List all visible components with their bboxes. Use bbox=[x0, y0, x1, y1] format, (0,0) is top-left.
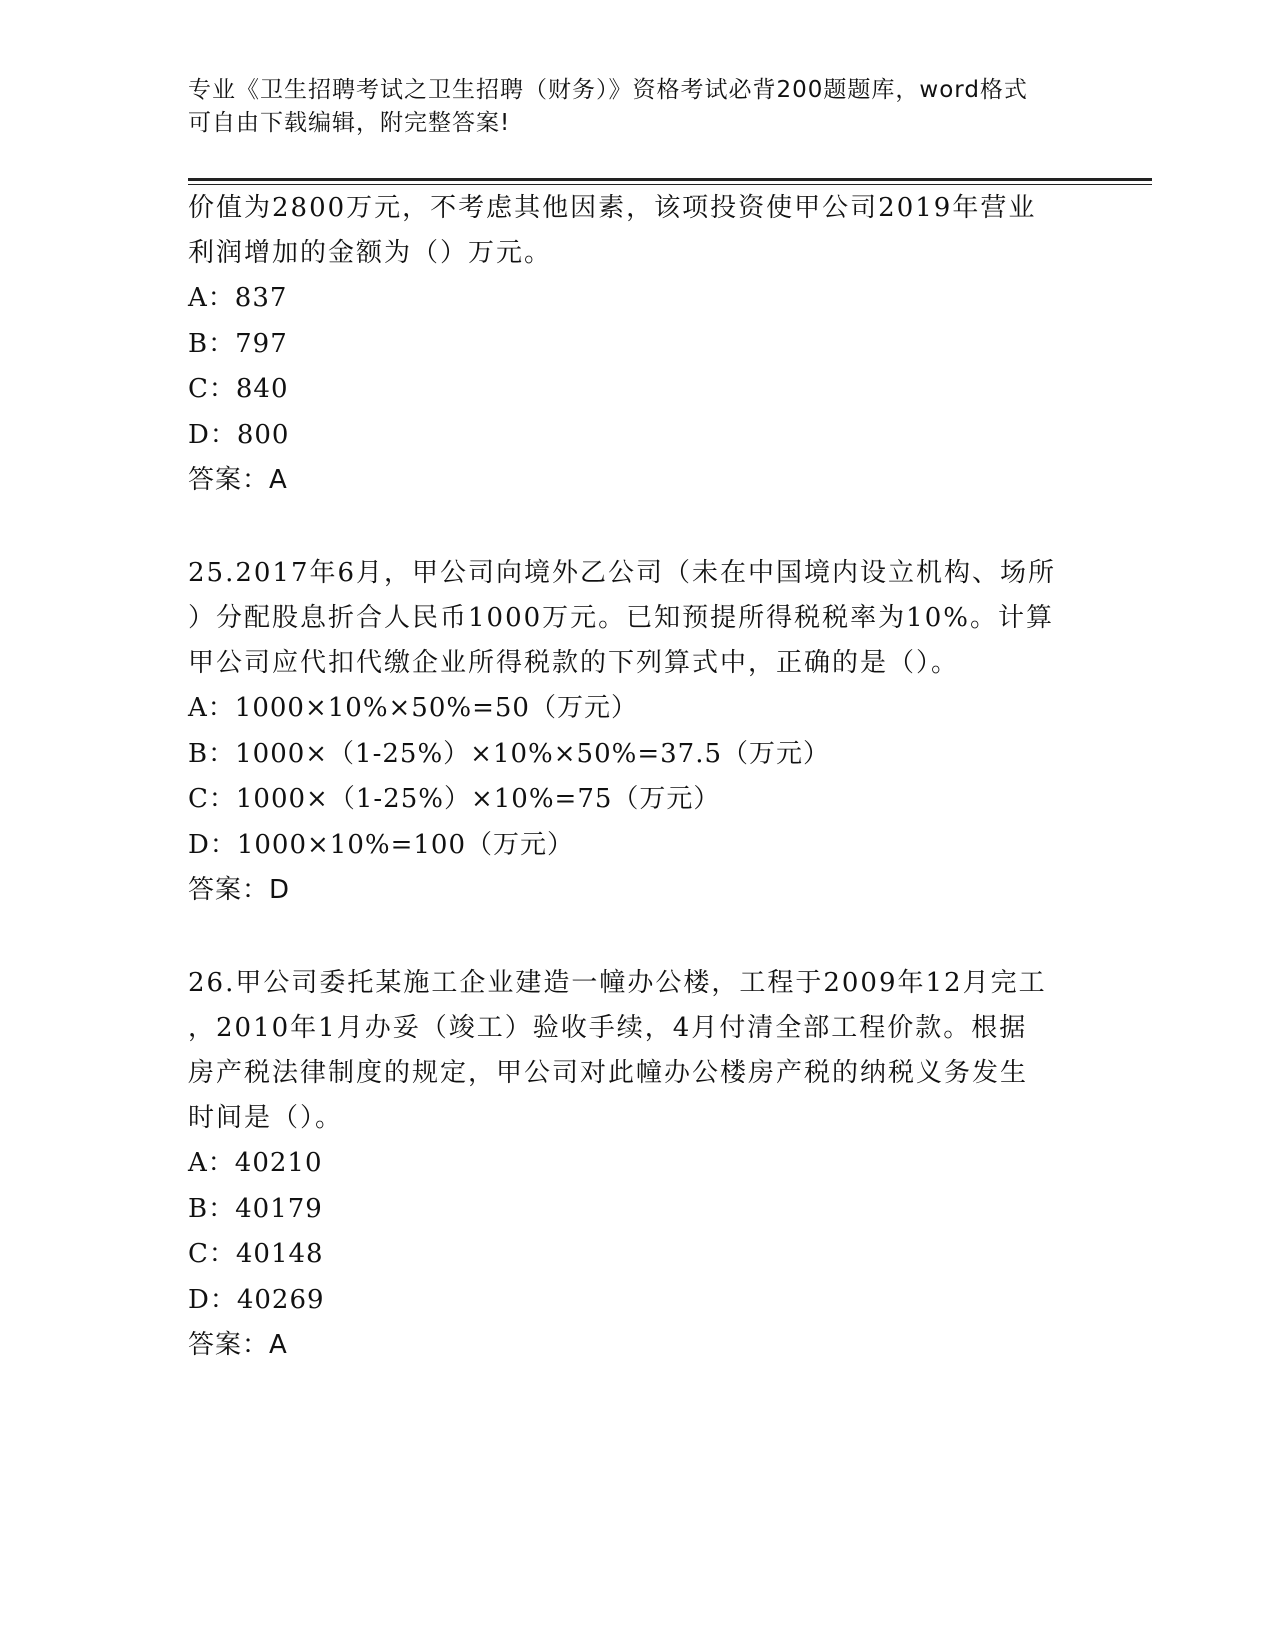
option-c: C：1000×（1-25%）×10%=75（万元） bbox=[188, 784, 721, 814]
option-b: B：797 bbox=[188, 328, 288, 359]
header-divider-thin bbox=[188, 184, 1152, 185]
option-b: B：40179 bbox=[188, 1193, 323, 1224]
question-text-line: 甲公司应代扣代缴企业所得税款的下列算式中，正确的是（）。 bbox=[188, 648, 960, 678]
spacer bbox=[188, 913, 1088, 961]
question-25 bbox=[188, 551, 1088, 913]
question-text-line: 房产税法律制度的规定，甲公司对此幢办公楼房产税的纳税义务发生 bbox=[188, 1058, 1029, 1088]
header-divider-thick bbox=[188, 178, 1152, 181]
answer-text: 答案：D bbox=[188, 875, 291, 905]
option-a: A：40210 bbox=[188, 1148, 323, 1178]
option-c: C：840 bbox=[188, 374, 289, 404]
option-d: D：800 bbox=[188, 419, 290, 450]
document-body bbox=[188, 186, 1088, 1368]
question-text-line: 利润增加的金额为（）万元。 bbox=[188, 238, 553, 268]
option-a: A：1000×10%×50%=50（万元） bbox=[188, 693, 638, 723]
option-b: B：1000×（1-25%）×10%×50%=37.5（万元） bbox=[188, 738, 831, 769]
option-c: C：40148 bbox=[188, 1239, 324, 1269]
question-24 bbox=[188, 186, 1088, 503]
question-text-line: 时间是（）。 bbox=[188, 1103, 344, 1133]
spacer bbox=[188, 503, 1088, 551]
option-d: D：1000×10%=100（万元） bbox=[188, 829, 574, 860]
option-d: D：40269 bbox=[188, 1284, 325, 1315]
question-text-line: ，2010年1月办妥（竣工）验收手续，4月付清全部工程价款。根据 bbox=[188, 1013, 1028, 1043]
option-a: A：837 bbox=[188, 283, 288, 313]
document-header bbox=[188, 74, 1068, 140]
answer-text: 答案：A bbox=[188, 465, 288, 495]
question-text-line: 26.甲公司委托某施工企业建造一幢办公楼，工程于2009年12月完工 bbox=[188, 968, 1047, 998]
question-26 bbox=[188, 961, 1088, 1368]
question-text-line: 25.2017年6月，甲公司向境外乙公司（未在中国境内设立机构、场所 bbox=[188, 558, 1057, 588]
question-text-line: ）分配股息折合人民币1000万元。已知预提所得税税率为10%。计算 bbox=[188, 603, 1054, 633]
answer-text: 答案：A bbox=[188, 1330, 288, 1360]
question-text-line: 价值为2800万元，不考虑其他因素，该项投资使甲公司2019年营业 bbox=[188, 193, 1037, 223]
header-title-line-1: 专业《卫生招聘考试之卫生招聘（财务）》资格考试必背200题题库，word格式 bbox=[188, 77, 1028, 103]
header-title-line-2: 可自由下载编辑，附完整答案! bbox=[188, 110, 511, 136]
